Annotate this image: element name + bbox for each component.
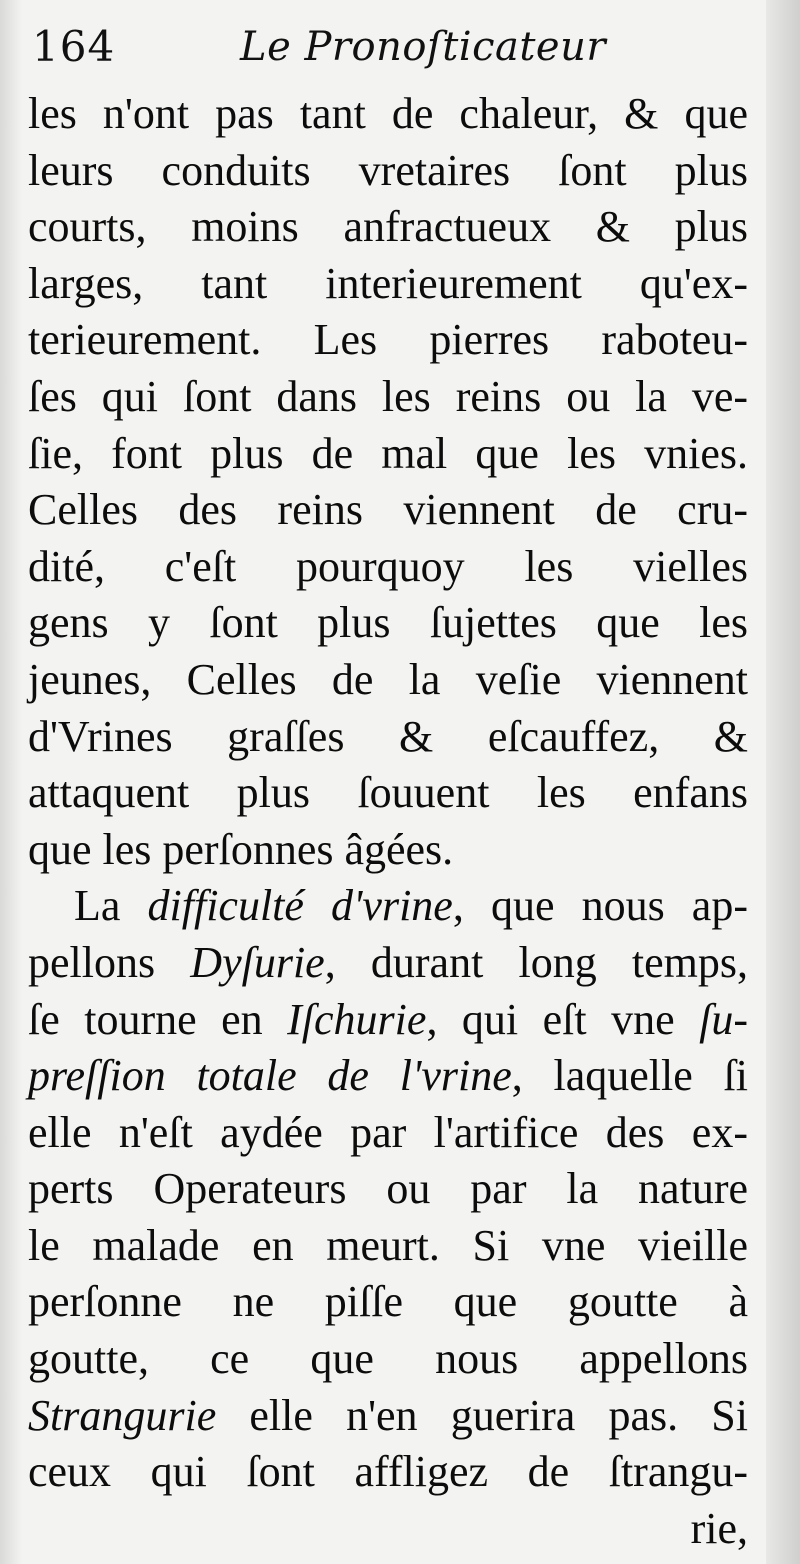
text-line: perſonne ne piſſe que goutte à: [28, 1277, 748, 1327]
text-line: ceux qui ſont affligez de ſtrangu-: [28, 1447, 748, 1497]
catchword: rie,: [690, 1503, 748, 1553]
text-run: , que nous ap-: [452, 881, 748, 931]
text-line: d'Vrines graſſes & eſcauffez, &: [28, 711, 748, 761]
italic-term: difficulté d'vrine: [147, 881, 453, 931]
text-run: elle n'en guerira pas. Si: [216, 1390, 748, 1440]
text-line: leurs conduits vretaires ſont plus: [28, 145, 748, 195]
text-line: goutte, ce que nous appellons: [28, 1334, 748, 1384]
paragraph-start-line: [28, 878, 748, 935]
body-text: [28, 86, 748, 1557]
text-line: [28, 1388, 748, 1445]
text-line: Celles des reins viennent de cru-: [28, 485, 748, 535]
italic-term: Dyſurie: [190, 937, 325, 987]
text-line: attaquent plus ſouuent les enfans: [28, 768, 748, 818]
text-run: , laquelle ſi: [511, 1051, 749, 1101]
text-line: que les perſonnes âgées.: [28, 824, 454, 874]
text-run: ſe tourne en: [28, 994, 288, 1044]
text-line: [28, 1048, 748, 1105]
text-line: [28, 935, 748, 992]
running-title: Le Pronoſticateur: [240, 24, 606, 70]
text-line: le malade en meurt. Si vne vieille: [28, 1220, 748, 1270]
text-run: , qui eſt vne: [426, 994, 700, 1044]
text-line: jeunes, Celles de la veſie viennent: [28, 654, 748, 704]
text-line: dité, c'eſt pourquoy les vielles: [28, 541, 748, 591]
text-line: ſie, font plus de mal que les vnies.: [28, 428, 748, 478]
text-run: pellons: [28, 937, 191, 987]
text-line: ſes qui ſont dans les reins ou la ve-: [28, 371, 748, 421]
italic-term: ſu-: [699, 994, 748, 1044]
text-line: les n'ont pas tant de chaleur, & que: [28, 89, 748, 138]
page-gutter-shadow: [0, 0, 22, 1564]
text-line: terieurement. Les pierres raboteu-: [28, 315, 748, 365]
text-line: gens y ſont plus ſujettes que les: [28, 598, 748, 648]
italic-term: Strangurie: [28, 1390, 217, 1440]
italic-term: Iſchurie: [287, 994, 427, 1044]
italic-term: preſſion totale de l'vrine: [28, 1051, 512, 1101]
text-line: [28, 992, 748, 1049]
text-line: courts, moins anfractueux & plus: [28, 202, 748, 252]
text-line: elle n'eſt aydée par l'artifice des ex-: [28, 1107, 748, 1157]
text-run: La: [74, 881, 148, 931]
page-header: [32, 22, 772, 92]
page-edge-shadow: [766, 0, 800, 1564]
text-run: , durant long temps,: [324, 937, 748, 987]
page-number: 164: [32, 22, 116, 71]
text-line: larges, tant interieurement qu'ex-: [28, 258, 748, 308]
text-line: perts Operateurs ou par la nature: [28, 1164, 748, 1214]
